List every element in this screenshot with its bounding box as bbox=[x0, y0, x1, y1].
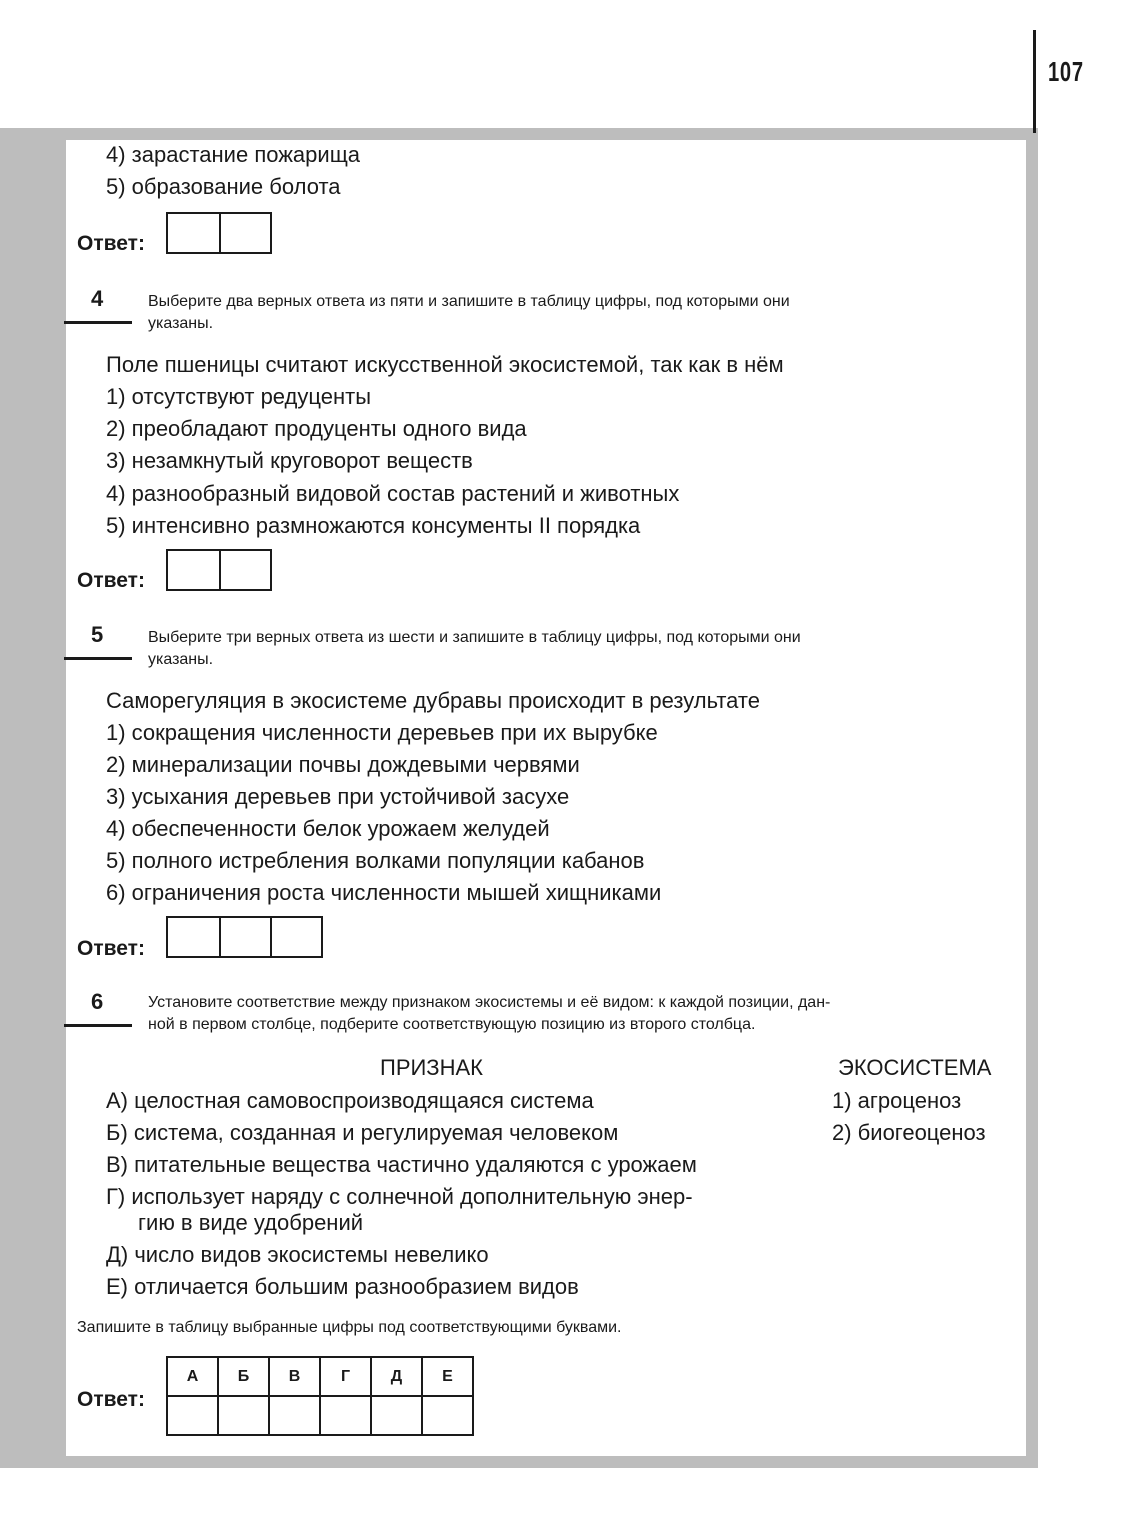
q6-instruction-line1: Установите соответствие между признаком экосистемы и её видом: к каждой позиции, дан- bbox=[148, 994, 831, 1011]
q6-feature-d: Д) число видов экосистемы невелико bbox=[106, 1242, 489, 1267]
q6-type-2: 2) биогеоценоз bbox=[832, 1120, 986, 1145]
q6-instruction-line2: ной в первом столбце, подберите соответствующую позицию из второго столбца. bbox=[148, 1016, 756, 1033]
answer-label-q5: Ответ: bbox=[77, 937, 145, 960]
question-underline-6 bbox=[64, 1024, 132, 1027]
page-number: 107 bbox=[1048, 56, 1084, 87]
question-underline-4 bbox=[64, 321, 132, 324]
page-number-rule bbox=[1033, 30, 1036, 133]
answer-table-header: Е bbox=[422, 1357, 473, 1396]
q4-instruction-line2: указаны. bbox=[148, 315, 214, 332]
answer-cell[interactable] bbox=[269, 1396, 320, 1435]
q6-feature-v: В) питательные вещества частично удаляются с урожаем bbox=[106, 1152, 697, 1177]
answer-box-q3[interactable] bbox=[166, 212, 272, 254]
answer-cell[interactable] bbox=[371, 1396, 422, 1435]
q6-feature-e: Е) отличается большим разнообразием видов bbox=[106, 1274, 579, 1299]
q5-stem: Саморегуляция в экосистеме дубравы происходит в результате bbox=[106, 688, 760, 713]
answer-label-q3: Ответ: bbox=[77, 232, 145, 255]
answer-cell[interactable] bbox=[219, 214, 270, 252]
q4-option-5: 5) интенсивно размножаются консументы II порядка bbox=[106, 513, 641, 538]
q4-option-2: 2) преобладают продуценты одного вида bbox=[106, 416, 527, 441]
q5-option-4: 4) обеспеченности белок урожаем желудей bbox=[106, 816, 550, 841]
q5-instruction bbox=[148, 627, 1014, 671]
question-number-4: 4 bbox=[91, 286, 104, 311]
answer-cell[interactable] bbox=[219, 551, 270, 589]
q5-instruction-line1: Выберите три верных ответа из шести и запишите в таблицу цифры, под которыми они bbox=[148, 629, 801, 646]
answer-box-q5[interactable] bbox=[166, 916, 323, 958]
q6-col2-header: ЭКОСИСТЕМА bbox=[838, 1055, 992, 1080]
q6-write-instruction: Запишите в таблицу выбранные цифры под соответствующими буквами. bbox=[77, 1319, 622, 1336]
answer-label-q4: Ответ: bbox=[77, 569, 145, 592]
q4-instruction bbox=[148, 291, 1014, 335]
q6-type-1: 1) агроценоз bbox=[832, 1088, 962, 1113]
q6-feature-b: Б) система, созданная и регулируемая человеком bbox=[106, 1120, 619, 1145]
answer-cell[interactable] bbox=[168, 551, 219, 589]
q4-instruction-line1: Выберите два верных ответа из пяти и запишите в таблицу цифры, под которыми они bbox=[148, 293, 790, 310]
q6-instruction bbox=[148, 992, 1014, 1036]
q5-option-2: 2) минерализации почвы дождевыми червями bbox=[106, 752, 580, 777]
answer-table-header-row bbox=[167, 1357, 473, 1396]
answer-table-header: Г bbox=[320, 1357, 371, 1396]
q6-feature-g-cont: гию в виде удобрений bbox=[138, 1210, 364, 1235]
answer-table-input-row bbox=[167, 1396, 473, 1435]
answer-cell[interactable] bbox=[219, 918, 270, 956]
q4-option-3: 3) незамкнутый круговорот веществ bbox=[106, 448, 473, 473]
q6-feature-g: Г) использует наряду с солнечной дополнительную энер- bbox=[106, 1184, 693, 1209]
q5-instruction-line2: указаны. bbox=[148, 651, 214, 668]
answer-cell[interactable] bbox=[270, 918, 321, 956]
prev-option-4: 4) зарастание пожарища bbox=[106, 142, 361, 167]
q5-option-3: 3) усыхания деревьев при устойчивой засухе bbox=[106, 784, 570, 809]
answer-table-header: Д bbox=[371, 1357, 422, 1396]
q5-option-6: 6) ограничения роста численности мышей хищниками bbox=[106, 880, 662, 905]
question-underline-5 bbox=[64, 657, 132, 660]
answer-cell[interactable] bbox=[218, 1396, 269, 1435]
answer-table-header: Б bbox=[218, 1357, 269, 1396]
answer-cell[interactable] bbox=[168, 214, 219, 252]
q6-feature-a: А) целостная самовоспроизводящаяся система bbox=[106, 1088, 594, 1113]
answer-table-header: А bbox=[167, 1357, 218, 1396]
q5-option-5: 5) полного истребления волками популяции кабанов bbox=[106, 848, 645, 873]
q6-col1-header: ПРИЗНАК bbox=[380, 1055, 483, 1080]
answer-cell[interactable] bbox=[167, 1396, 218, 1435]
q4-option-1: 1) отсутствуют редуценты bbox=[106, 384, 372, 409]
q4-stem: Поле пшеницы считают искусственной экосистемой, так как в нём bbox=[106, 352, 784, 377]
q4-option-4: 4) разнообразный видовой состав растений и животных bbox=[106, 481, 680, 506]
prev-option-5: 5) образование болота bbox=[106, 174, 341, 199]
answer-table-header: В bbox=[269, 1357, 320, 1396]
question-number-5: 5 bbox=[91, 622, 104, 647]
answer-cell[interactable] bbox=[168, 918, 219, 956]
answer-label-q6: Ответ: bbox=[77, 1388, 145, 1411]
question-number-6: 6 bbox=[91, 989, 104, 1014]
q5-option-1: 1) сокращения численности деревьев при их вырубке bbox=[106, 720, 658, 745]
answer-table-q6 bbox=[166, 1356, 474, 1436]
answer-cell[interactable] bbox=[422, 1396, 473, 1435]
answer-cell[interactable] bbox=[320, 1396, 371, 1435]
answer-box-q4[interactable] bbox=[166, 549, 272, 591]
